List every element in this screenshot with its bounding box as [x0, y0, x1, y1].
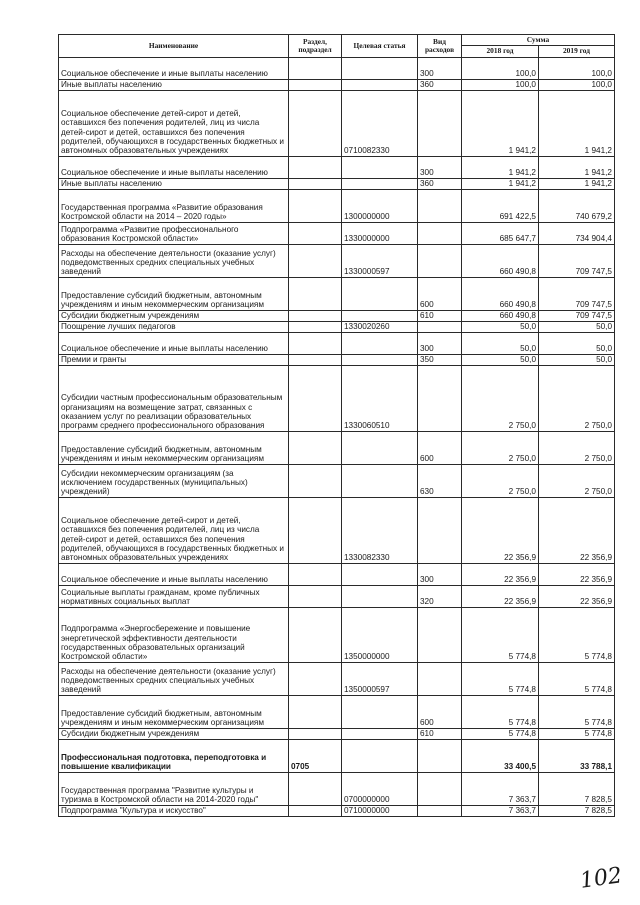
cell-name: Субсидии некоммерческим организациям (за исключением государственных (муниципальных) учреждений) [59, 464, 289, 497]
cell-2019: 7 828,5 [539, 805, 615, 816]
cell-2019: 5 774,8 [539, 728, 615, 739]
header-target: Целевая статья [342, 35, 418, 58]
budget-table-sheet [58, 34, 614, 817]
cell-2019: 740 679,2 [539, 189, 615, 222]
cell-target [342, 728, 418, 739]
cell-target [342, 431, 418, 464]
cell-section [289, 354, 342, 365]
table-row [59, 321, 615, 332]
cell-type [418, 805, 462, 816]
cell-2018: 7 363,7 [462, 805, 539, 816]
header-year-2018: 2018 год [462, 46, 539, 57]
cell-type [418, 189, 462, 222]
cell-2018: 22 356,9 [462, 563, 539, 585]
cell-target [342, 79, 418, 90]
cell-2018: 1 941,2 [462, 178, 539, 189]
table-row [59, 332, 615, 354]
header-year-2019: 2019 год [539, 46, 615, 57]
cell-type: 300 [418, 563, 462, 585]
cell-name: Премии и гранты [59, 354, 289, 365]
cell-target: 1350000000 [342, 607, 418, 662]
cell-target [342, 156, 418, 178]
header-section: Раздел, подраздел [289, 35, 342, 58]
cell-target [342, 739, 418, 772]
cell-section [289, 585, 342, 607]
table-row [59, 805, 615, 816]
cell-name: Субсидии бюджетным учреждениям [59, 728, 289, 739]
cell-2019: 709 747,5 [539, 277, 615, 310]
cell-type [418, 244, 462, 277]
cell-name: Расходы на обеспечение деятельности (оказание услуг) подведомственных средних специальных учебных заведений [59, 244, 289, 277]
cell-section [289, 79, 342, 90]
cell-name: Предоставление субсидий бюджетным, автономным учреждениям и иным некоммерческим организациям [59, 277, 289, 310]
cell-name: Субсидии бюджетным учреждениям [59, 310, 289, 321]
table-row [59, 464, 615, 497]
cell-section [289, 607, 342, 662]
cell-2018: 5 774,8 [462, 662, 539, 695]
cell-2019: 2 750,0 [539, 464, 615, 497]
cell-name: Социальное обеспечение и иные выплаты населению [59, 156, 289, 178]
cell-section [289, 365, 342, 431]
cell-type: 600 [418, 431, 462, 464]
cell-target: 1330020260 [342, 321, 418, 332]
cell-name: Социальное обеспечение детей-сирот и детей, оставшихся без попечения родителей, лиц из числа детей-сирот и детей, оставшихся без попечения родителей, обучающихся в государственных бюджетных и автономных образовательных учреждениях [59, 90, 289, 156]
table-row [59, 79, 615, 90]
cell-type [418, 497, 462, 563]
cell-type: 630 [418, 464, 462, 497]
budget-table [58, 34, 615, 817]
table-row [59, 156, 615, 178]
cell-name: Подпрограмма "Культура и искусство" [59, 805, 289, 816]
cell-type: 320 [418, 585, 462, 607]
cell-target: 0710082330 [342, 90, 418, 156]
cell-2019: 5 774,8 [539, 695, 615, 728]
cell-2019: 2 750,0 [539, 431, 615, 464]
cell-target: 0710000000 [342, 805, 418, 816]
cell-2019: 50,0 [539, 321, 615, 332]
cell-target [342, 178, 418, 189]
cell-type: 300 [418, 332, 462, 354]
cell-name: Государственная программа "Развитие культуры и туризма в Костромской области на 2014-2020 годы" [59, 772, 289, 805]
cell-name: Социальные выплаты гражданам, кроме публичных нормативных социальных выплат [59, 585, 289, 607]
header-type: Вид расходов [418, 35, 462, 58]
cell-2019: 50,0 [539, 332, 615, 354]
table-row [59, 563, 615, 585]
table-row [59, 178, 615, 189]
cell-type [418, 772, 462, 805]
cell-type: 360 [418, 79, 462, 90]
cell-2018: 33 400,5 [462, 739, 539, 772]
cell-type: 360 [418, 178, 462, 189]
table-row [59, 244, 615, 277]
cell-2018: 7 363,7 [462, 772, 539, 805]
cell-name: Социальное обеспечение детей-сирот и детей, оставшихся без попечения родителей, лиц из числа детей-сирот и детей, оставшихся без попечения родителей, обучающихся в государственных бюджетных и автономных образовательных учреждениях [59, 497, 289, 563]
cell-section [289, 156, 342, 178]
cell-2018: 50,0 [462, 321, 539, 332]
cell-name: Государственная программа «Развитие образования Костромской области на 2014 – 2020 годы» [59, 189, 289, 222]
cell-target [342, 277, 418, 310]
cell-type [418, 739, 462, 772]
cell-2018: 2 750,0 [462, 464, 539, 497]
cell-name: Субсидии частным профессиональным образовательным организациям на возмещение затрат, связанных с оказанием услуг по реализации образовательных программ среднего профессионального образования [59, 365, 289, 431]
cell-type [418, 365, 462, 431]
cell-type: 300 [418, 156, 462, 178]
cell-2018: 22 356,9 [462, 497, 539, 563]
cell-type: 600 [418, 277, 462, 310]
cell-2019: 100,0 [539, 79, 615, 90]
cell-2019: 709 747,5 [539, 244, 615, 277]
cell-type [418, 607, 462, 662]
table-row [59, 365, 615, 431]
cell-name: Социальное обеспечение и иные выплаты населению [59, 57, 289, 79]
cell-section [289, 222, 342, 244]
cell-target: 1300000000 [342, 189, 418, 222]
cell-section [289, 695, 342, 728]
cell-type: 600 [418, 695, 462, 728]
cell-type [418, 90, 462, 156]
cell-2019: 1 941,2 [539, 178, 615, 189]
table-row [59, 695, 615, 728]
cell-2018: 691 422,5 [462, 189, 539, 222]
cell-name: Предоставление субсидий бюджетным, автономным учреждениям и иным некоммерческим организациям [59, 695, 289, 728]
cell-section [289, 464, 342, 497]
cell-name: Подпрограмма «Энергосбережение и повышение энергетической эффективности деятельности государственных образовательных организаций Костромской области» [59, 607, 289, 662]
cell-section [289, 563, 342, 585]
table-row [59, 90, 615, 156]
cell-section [289, 310, 342, 321]
cell-section [289, 178, 342, 189]
cell-target: 1330000597 [342, 244, 418, 277]
cell-2018: 660 490,8 [462, 310, 539, 321]
cell-name: Поощрение лучших педагогов [59, 321, 289, 332]
cell-2018: 22 356,9 [462, 585, 539, 607]
cell-name: Профессиональная подготовка, переподготовка и повышение квалификации [59, 739, 289, 772]
cell-2019: 2 750,0 [539, 365, 615, 431]
cell-2018: 5 774,8 [462, 607, 539, 662]
cell-target [342, 563, 418, 585]
cell-2018: 1 941,2 [462, 90, 539, 156]
cell-2018: 100,0 [462, 57, 539, 79]
cell-2018: 2 750,0 [462, 365, 539, 431]
cell-section [289, 497, 342, 563]
cell-2018: 660 490,8 [462, 244, 539, 277]
cell-2019: 22 356,9 [539, 497, 615, 563]
cell-section [289, 728, 342, 739]
cell-target: 1330060510 [342, 365, 418, 431]
cell-target: 1350000597 [342, 662, 418, 695]
budget-rows [59, 57, 615, 816]
table-row [59, 431, 615, 464]
cell-section [289, 277, 342, 310]
table-row [59, 57, 615, 79]
table-row [59, 277, 615, 310]
cell-2018: 685 647,7 [462, 222, 539, 244]
cell-section [289, 805, 342, 816]
cell-name: Иные выплаты населению [59, 79, 289, 90]
cell-section [289, 332, 342, 354]
cell-2019: 5 774,8 [539, 607, 615, 662]
cell-name: Расходы на обеспечение деятельности (оказание услуг) подведомственных средних специальных учебных заведений [59, 662, 289, 695]
table-row [59, 607, 615, 662]
cell-2019: 100,0 [539, 57, 615, 79]
cell-section [289, 431, 342, 464]
table-row [59, 772, 615, 805]
table-row [59, 739, 615, 772]
cell-target [342, 354, 418, 365]
cell-target [342, 464, 418, 497]
handwritten-page-number: 102 [578, 863, 624, 894]
table-row [59, 662, 615, 695]
cell-2019: 734 904,4 [539, 222, 615, 244]
cell-type [418, 662, 462, 695]
cell-type: 350 [418, 354, 462, 365]
cell-2018: 5 774,8 [462, 728, 539, 739]
cell-2018: 100,0 [462, 79, 539, 90]
cell-target [342, 310, 418, 321]
cell-2018: 5 774,8 [462, 695, 539, 728]
table-row [59, 310, 615, 321]
cell-name: Социальное обеспечение и иные выплаты населению [59, 332, 289, 354]
cell-2018: 50,0 [462, 332, 539, 354]
cell-2019: 22 356,9 [539, 585, 615, 607]
table-row [59, 222, 615, 244]
cell-2019: 709 747,5 [539, 310, 615, 321]
cell-section: 0705 [289, 739, 342, 772]
cell-2019: 33 788,1 [539, 739, 615, 772]
cell-section [289, 662, 342, 695]
cell-type [418, 321, 462, 332]
cell-2019: 1 941,2 [539, 90, 615, 156]
cell-name: Иные выплаты населению [59, 178, 289, 189]
cell-target [342, 332, 418, 354]
cell-target [342, 585, 418, 607]
cell-target [342, 57, 418, 79]
cell-section [289, 90, 342, 156]
cell-target: 0700000000 [342, 772, 418, 805]
cell-2019: 22 356,9 [539, 563, 615, 585]
cell-type [418, 222, 462, 244]
cell-section [289, 244, 342, 277]
cell-target: 1330082330 [342, 497, 418, 563]
cell-2018: 2 750,0 [462, 431, 539, 464]
cell-2018: 660 490,8 [462, 277, 539, 310]
table-row [59, 189, 615, 222]
cell-2018: 50,0 [462, 354, 539, 365]
cell-2018: 1 941,2 [462, 156, 539, 178]
cell-target [342, 695, 418, 728]
cell-name: Предоставление субсидий бюджетным, автономным учреждениям и иным некоммерческим организациям [59, 431, 289, 464]
cell-2019: 7 828,5 [539, 772, 615, 805]
table-row [59, 354, 615, 365]
header-sum: Сумма [462, 35, 615, 46]
cell-name: Подпрограмма «Развитие профессионального образования Костромской области» [59, 222, 289, 244]
cell-type: 610 [418, 728, 462, 739]
cell-name: Социальное обеспечение и иные выплаты населению [59, 563, 289, 585]
header-name: Наименование [59, 35, 289, 58]
cell-section [289, 57, 342, 79]
cell-2019: 1 941,2 [539, 156, 615, 178]
cell-section [289, 321, 342, 332]
cell-2019: 50,0 [539, 354, 615, 365]
cell-section [289, 772, 342, 805]
cell-type: 610 [418, 310, 462, 321]
cell-2019: 5 774,8 [539, 662, 615, 695]
cell-target: 1330000000 [342, 222, 418, 244]
cell-type: 300 [418, 57, 462, 79]
table-row [59, 728, 615, 739]
cell-section [289, 189, 342, 222]
table-row [59, 497, 615, 563]
table-row [59, 585, 615, 607]
